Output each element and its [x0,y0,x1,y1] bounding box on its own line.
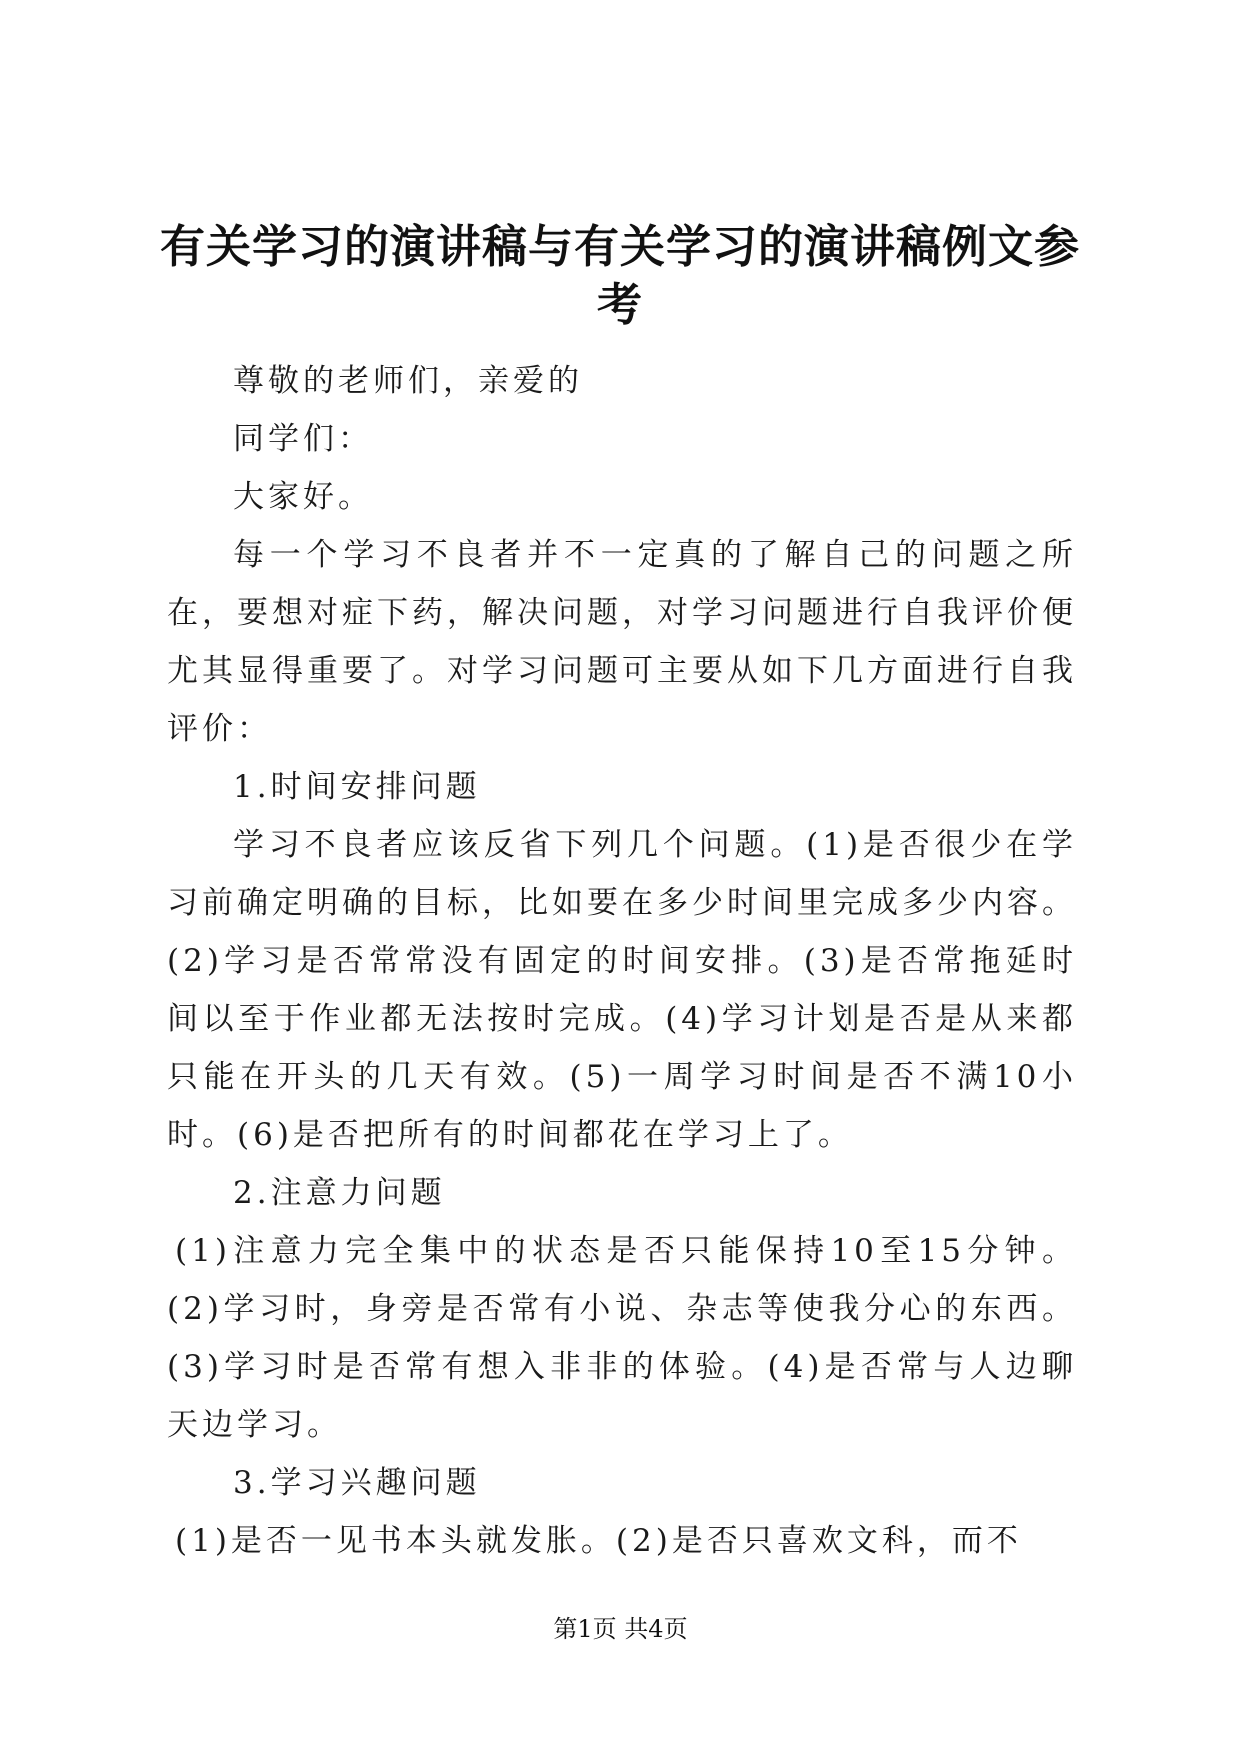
document-title: 有关学习的演讲稿与有关学习的演讲稿例文参考 [159,220,1080,331]
section-heading-time: 1.时间安排问题 [233,769,481,805]
document-body [167,352,1077,1570]
paragraph-hello: 大家好。 [233,479,373,515]
section-heading-interest: 3.学习兴趣问题 [233,1465,481,1501]
paragraph-attention: (1)注意力完全集中的状态是否只能保持10至15分钟。(2)学习时，身旁是否常有小说、杂志等使我分心的东西。(3)学习时是否常有想入非非的体验。(4)是否常与人边聊天边学习。 [167,1233,1077,1443]
paragraph-interest: (1)是否一见书本头就发胀。(2)是否只喜欢文科，而不 [175,1523,1022,1559]
paragraph-time: 学习不良者应该反省下列几个问题。(1)是否很少在学习前确定明确的目标，比如要在多少时间里完成多少内容。(2)学习是否常常没有固定的时间安排。(3)是否常拖延时间以至于作业都无法按时完成。(4)学习计划是否是从来都只能在开头的几天有效。(5)一周学习时间是否不满10小时。(6)是否把所有的时间都花在学习上了。 [167,827,1077,1153]
paragraph-greeting: 尊敬的老师们，亲爱的 [233,363,583,399]
paragraph-audience: 同学们： [233,421,373,457]
section-heading-attention: 2.注意力问题 [233,1175,446,1211]
paragraph-intro: 每一个学习不良者并不一定真的了解自己的问题之所在，要想对症下药，解决问题，对学习问题进行自我评价便尤其显得重要了。对学习问题可主要从如下几方面进行自我评价： [167,537,1077,747]
page-number-footer: 第1页 共4页 [553,1615,688,1643]
